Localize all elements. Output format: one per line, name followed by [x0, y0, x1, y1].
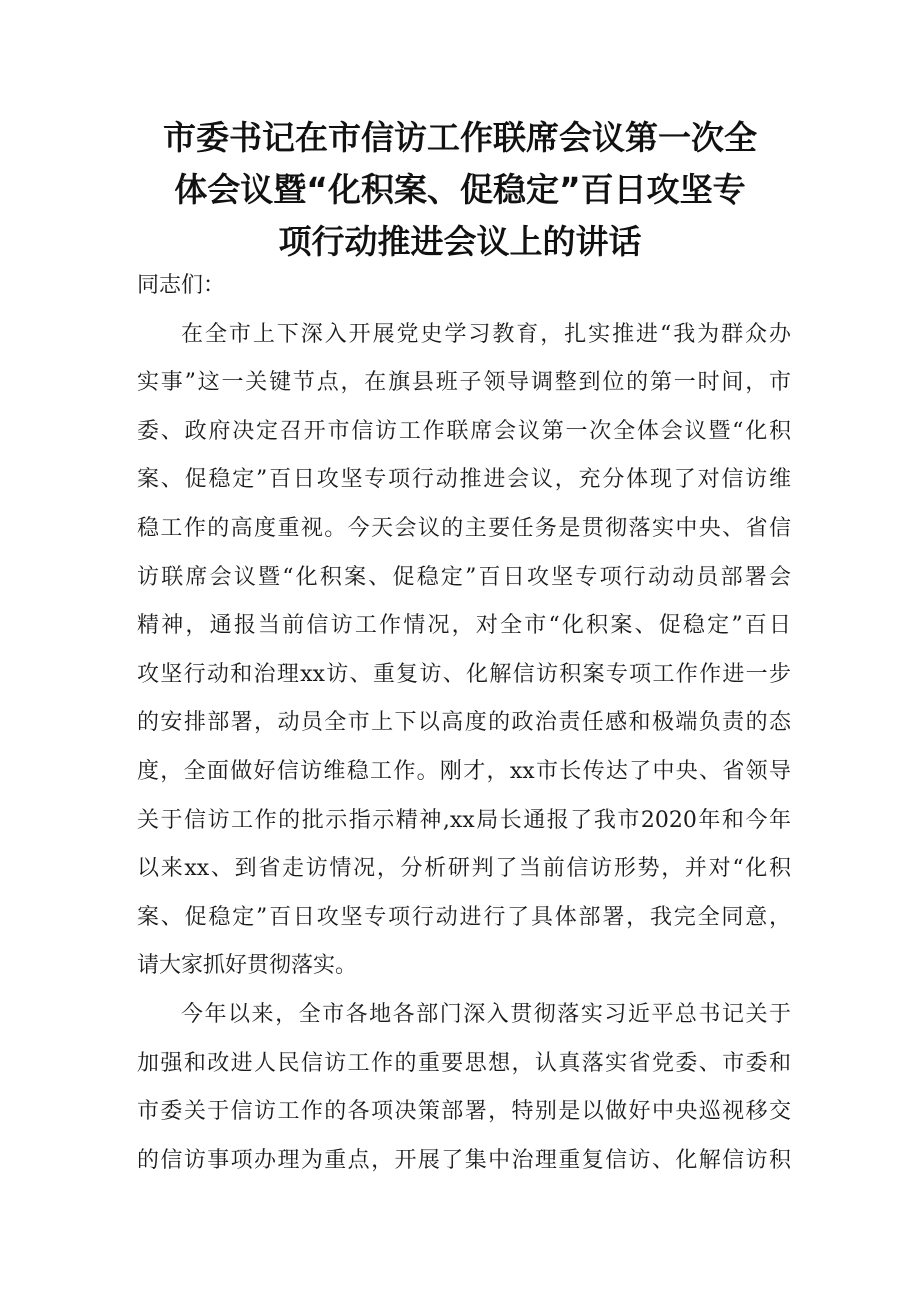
paragraph-line: 的安排部署，动员全市上下以高度的政治责任感和极端负责的态: [137, 710, 791, 736]
paragraph-line: 今年以来，全市各地各部门深入贯彻落实习近平总书记关于: [181, 1001, 791, 1027]
title-line: 体会议暨“化积案、促稳定”百日攻坚专: [174, 170, 746, 209]
paragraph-line: 稳工作的高度重视。今天会议的主要任务是贯彻落实中央、省信: [137, 515, 791, 541]
paragraph-line: 市委关于信访工作的各项决策部署，特别是以做好中央巡视移交: [137, 1099, 791, 1125]
salutation: 同志们：: [137, 273, 226, 298]
paragraph-line: 案、促稳定”百日攻坚专项行动推进会议，充分体现了对信访维: [137, 467, 791, 493]
paragraph-line: 精神，通报当前信访工作情况，对全市“化积案、促稳定”百日: [137, 613, 791, 639]
paragraph-line: 委、政府决定召开市信访工作联席会议第一次全体会议暨“化积: [137, 418, 791, 444]
paragraph-line: 案、促稳定”百日攻坚专项行动进行了具体部署，我完全同意，: [137, 904, 791, 930]
paragraph-1: [137, 311, 791, 991]
paragraph-line: 度，全面做好信访维稳工作。刚才，xx市长传达了中央、省领导: [137, 758, 791, 784]
document-title: [120, 112, 800, 268]
paragraph-line: 加强和改进人民信访工作的重要思想，认真落实省党委、市委和: [137, 1050, 791, 1076]
paragraph-line: 的信访事项办理为重点，开展了集中治理重复信访、化解信访积: [137, 1147, 791, 1173]
paragraph-line: 攻坚行动和治理xx访、重复访、化解信访积案专项工作作进一步: [137, 661, 791, 687]
paragraph-line: 关于信访工作的批示指示精神,xx局长通报了我市2020年和今年: [137, 807, 791, 833]
paragraph-line: 实事”这一关键节点，在旗县班子领导调整到位的第一时间，市: [137, 370, 791, 396]
paragraph-2: [137, 991, 791, 1185]
paragraph-line: 以来xx、到省走访情况，分析研判了当前信访形势，并对“化积: [137, 856, 791, 882]
paragraph-line: 在全市上下深入开展党史学习教育，扎实推进“我为群众办: [181, 321, 791, 347]
document-body: [137, 262, 791, 1185]
paragraph-line: 请大家抓好贯彻落实。: [137, 953, 358, 979]
title-line: 项行动推进会议上的讲话: [278, 222, 642, 261]
paragraph-line: 访联席会议暨“化积案、促稳定”百日攻坚专项行动动员部署会: [137, 564, 791, 590]
title-line: 市委书记在市信访工作联席会议第一次全: [163, 118, 757, 157]
